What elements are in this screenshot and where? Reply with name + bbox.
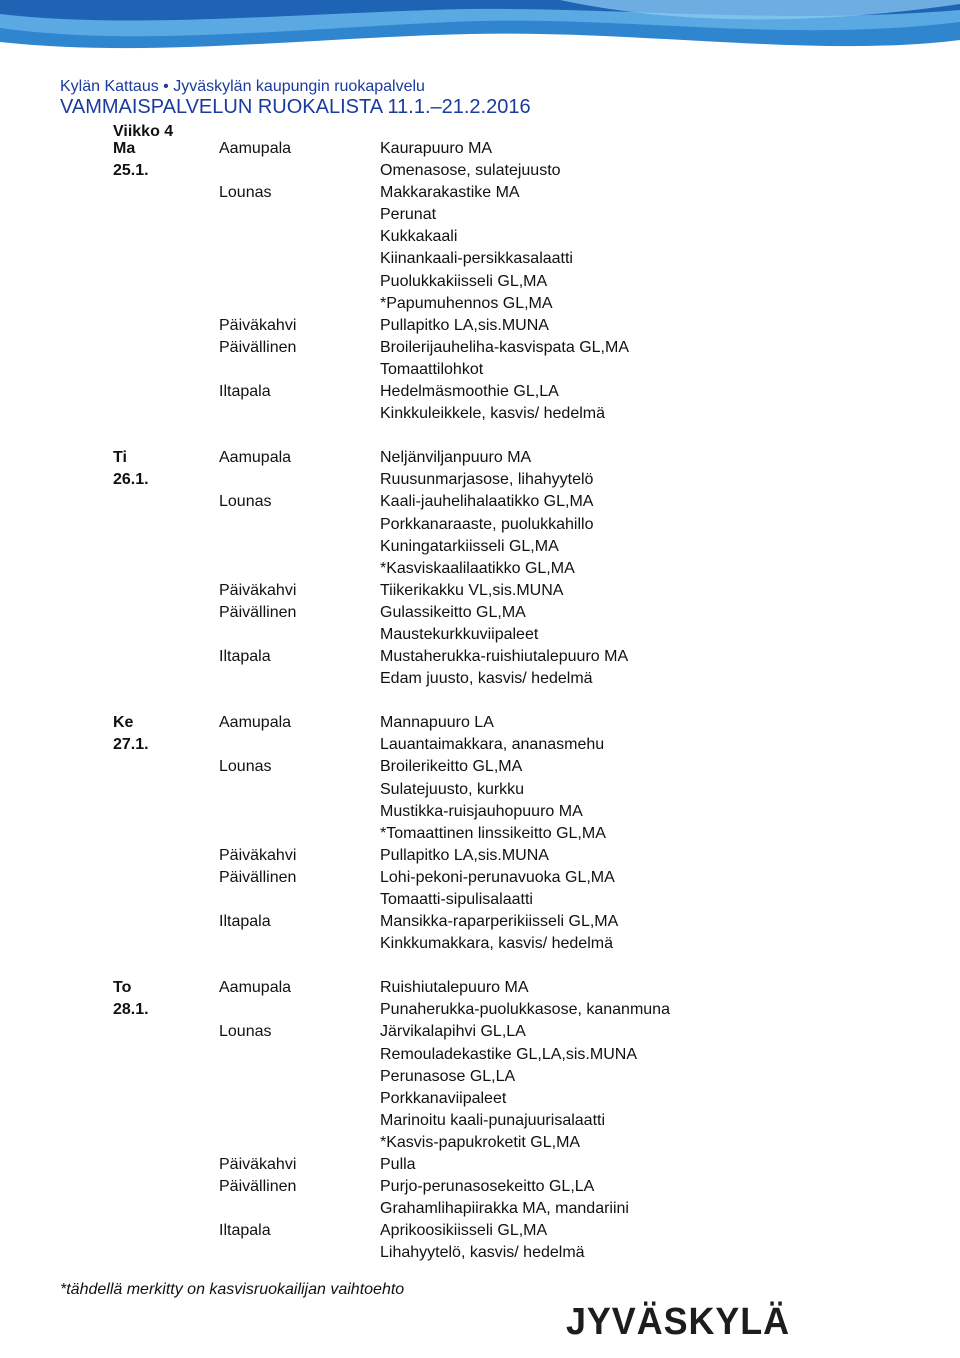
document-header [60,77,531,145]
dish-text: Ruishiutalepuuro MA [380,979,529,997]
dish-text: Kukkakaali [380,228,458,246]
dish-text: Broilerikeitto GL,MA [380,758,523,776]
dish-text: Mustikka-ruisjauhopuuro MA [380,802,583,820]
meal-label: Iltapala [219,383,271,401]
dish-text: *Tomaattinen linssikeitto GL,MA [380,824,606,842]
meal-label: Päiväkahvi [219,846,297,864]
meal-label: Päivällinen [219,1178,297,1196]
dish-text: Purjo-perunasosekeitto GL,LA [380,1178,595,1196]
day-name: Ma 25.1. [113,140,149,179]
day-name: Ke 27.1. [113,714,149,754]
jyvaskyla-logo [566,1290,792,1340]
meal-label: Aamupala [219,449,292,467]
dish-text: Hedelmäsmoothie GL,LA [380,383,559,401]
vegetarian-footnote: *tähdellä merkitty on kasvisruokailijan vaihtoehto [60,1281,405,1298]
dish-text: Sulatejuusto, kurkku [380,780,525,798]
dish-text: Järvikalapihvi GL,LA [380,1023,526,1041]
day-name: To 28.1. [113,979,149,1019]
dish-text: Perunat [380,206,437,224]
dish-text: Kuningatarkiisseli GL,MA [380,537,559,555]
top-wave-banner [0,0,960,60]
day-name: Ti 26.1. [113,449,149,489]
dish-text: *Kasviskaalilaatikko GL,MA [380,559,575,577]
dish-text: Kinkkuleikkele, kasvis/ hedelmä [380,405,605,423]
meal-label: Päivällinen [219,338,297,356]
dish-text: Aprikoosikiisseli GL,MA [380,1222,548,1240]
dish-text: Omenasose, sulatejuusto [380,162,561,180]
dish-text: Broilerijauheliha-kasvispata GL,MA [380,338,629,356]
meal-label: Aamupala [219,140,292,157]
dish-text: Kaali-jauhelihalaatikko GL,MA [380,493,594,511]
meal-label: Lounas [219,758,272,776]
meal-label: Iltapala [219,648,271,666]
dish-text: Pullapitko LA,sis.MUNA [380,846,549,864]
meal-label: Päiväkahvi [219,581,297,599]
meal-label: Päiväkahvi [219,1156,297,1174]
dish-text: Tiikerikakku VL,sis.MUNA [380,581,564,599]
dish-text: Perunasose GL,LA [380,1067,516,1085]
dish-text: Gulassikeitto GL,MA [380,603,526,621]
dish-text: Mansikka-raparperikiisseli GL,MA [380,913,619,931]
dish-text: Puolukkakiisseli GL,MA [380,272,548,290]
dish-text: Edam juusto, kasvis/ hedelmä [380,670,593,688]
dish-text: Lihahyytelö, kasvis/ hedelmä [380,1244,585,1262]
dish-text: *Kasvis-papukroketit GL,MA [380,1133,581,1151]
dish-text: Neljänviljanpuuro MA [380,449,532,467]
dish-text: Tomaatti-sipulisalaatti [380,891,533,908]
dish-text: Marinoitu kaali-punajuurisalaatti [380,1111,606,1129]
dish-text: *Papumuhennos GL,MA [380,294,553,312]
dish-text: Porkkanaraaste, puolukkahillo [380,515,594,533]
wave-decoration [0,0,960,60]
dish-text: Ruusunmarjasose, lihahyytelö [380,471,594,489]
meal-label: Lounas [219,184,272,202]
meal-label: Lounas [219,1023,272,1041]
dish-text: Maustekurkkuviipaleet [380,625,539,643]
dish-text: Pulla [380,1156,416,1174]
dish-text: Remouladekastike GL,LA,sis.MUNA [380,1045,637,1063]
meal-label: Iltapala [219,1222,271,1240]
meal-label: Aamupala [219,714,292,732]
meal-label: Päiväkahvi [219,316,297,334]
dish-text: Makkarakastike MA [380,184,520,202]
week-label: Viikko 4 [113,123,174,140]
meal-label: Iltapala [219,913,271,931]
dish-text: Punaherukka-puolukkasose, kananmuna [380,1001,670,1019]
meal-label: Päivällinen [219,603,297,621]
menu-title: VAMMAISPALVELUN RUOKALISTA 11.1.–21.2.2016 [60,96,531,118]
dish-text: Mannapuuro LA [380,714,494,732]
dish-text: Porkkanaviipaleet [380,1089,507,1107]
logo-text: JYVÄSKYLÄ [566,1301,792,1340]
meal-label: Päivällinen [219,868,297,886]
dish-text: Pullapitko LA,sis.MUNA [380,316,549,334]
meal-label: Lounas [219,493,272,511]
dish-text: Tomaattilohkot [380,360,484,378]
organization-line: Kylän Kattaus • Jyväskylän kaupungin ruokapalvelu [60,78,425,95]
dish-text: Grahamlihapiirakka MA, mandariini [380,1200,629,1218]
jyvaskyla-wordmark [566,1290,792,1340]
dish-text: Kaurapuuro MA [380,140,493,157]
dish-text: Lauantaimakkara, ananasmehu [380,736,605,754]
meal-label: Aamupala [219,979,292,997]
dish-text: Kinkkumakkara, kasvis/ hedelmä [380,935,613,953]
dish-text: Kiinankaali-persikkasalaatti [380,250,573,268]
dish-text: Lohi-pekoni-perunavuoka GL,MA [380,868,615,886]
dish-text: Mustaherukka-ruishiutalepuuro MA [380,648,629,666]
